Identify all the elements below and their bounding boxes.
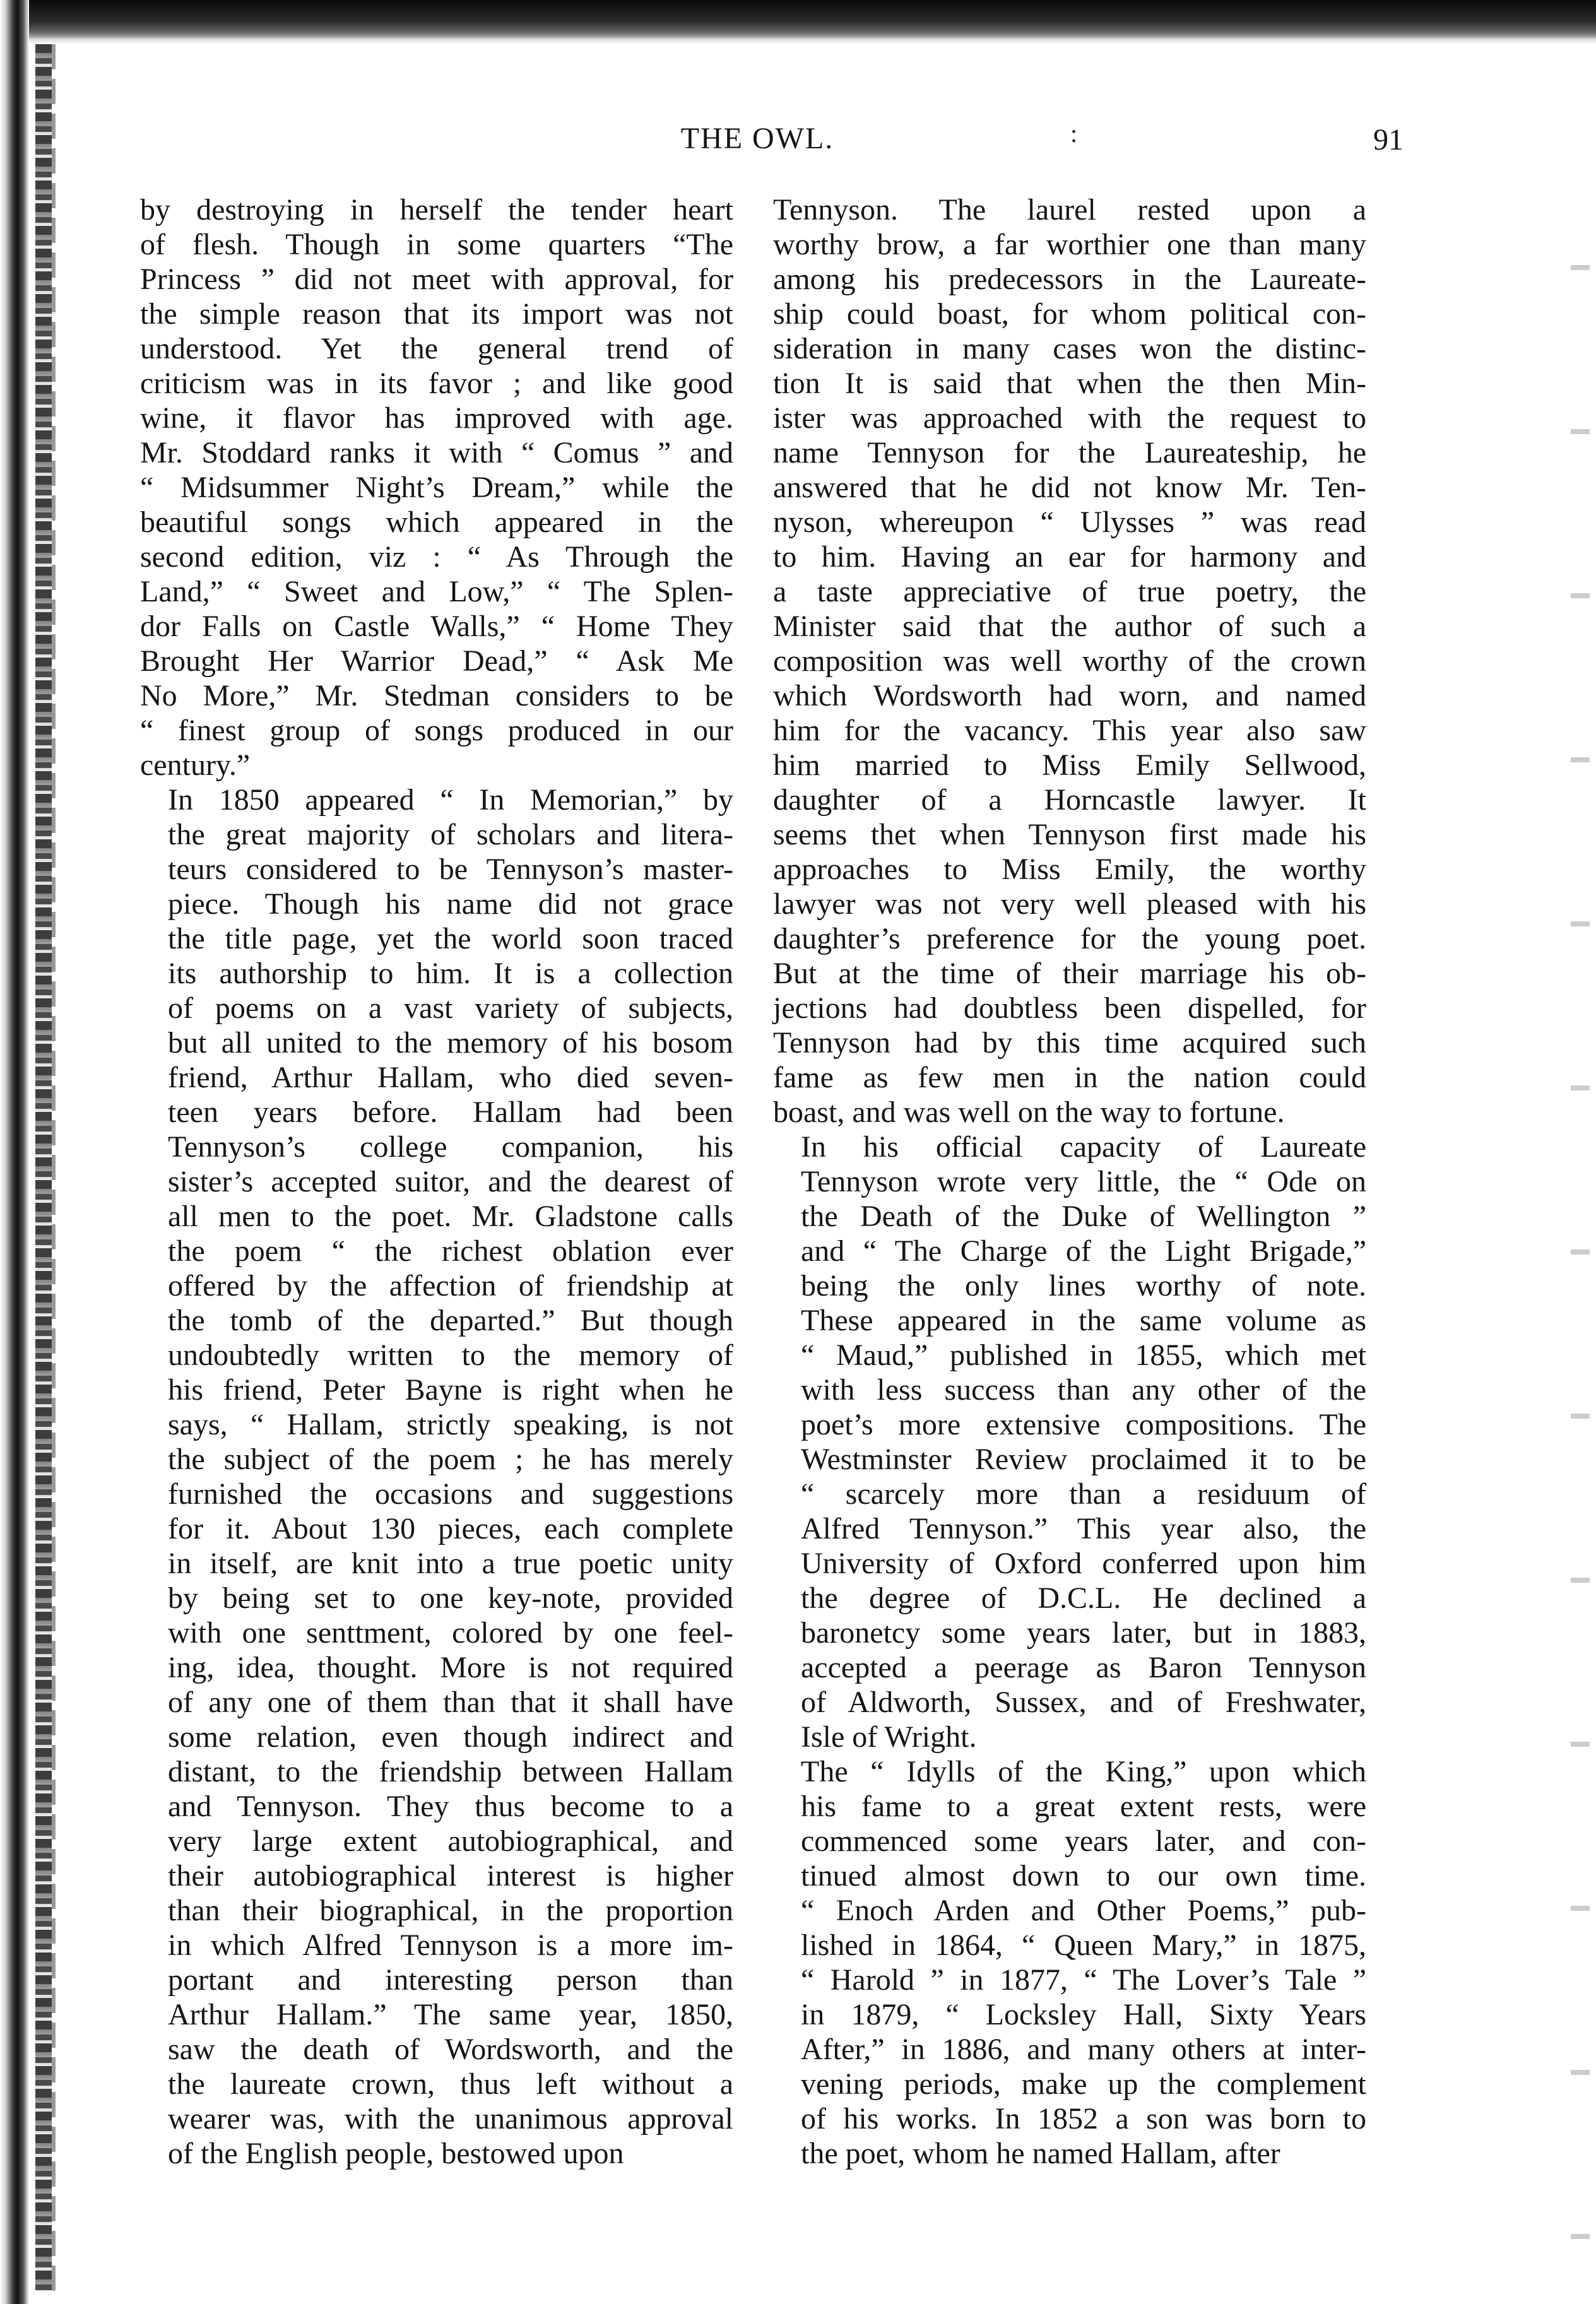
- text-line: the title page, yet the world soon traced: [168, 922, 733, 955]
- text-line: of his works. In 1852 a son was born to: [801, 2102, 1366, 2136]
- text-line: of the English people, bestowed upon: [168, 2137, 624, 2170]
- text-line: After,” in 1886, and many others at inter-: [801, 2033, 1366, 2066]
- text-line: criticism was in its favor ; and like good: [140, 367, 733, 400]
- text-line: “ Maud,” published in 1855, which met: [801, 1338, 1366, 1372]
- text-line: Minister said that the author of such a: [773, 610, 1366, 643]
- text-line: answered that he did not know Mr. Ten-: [773, 471, 1366, 504]
- text-line: fame as few men in the nation could: [773, 1061, 1366, 1094]
- text-line: with one senttment, colored by one feel-: [168, 1616, 733, 1650]
- text-line: wine, it flavor has improved with age.: [140, 401, 733, 435]
- text-line: which Wordsworth had worn, and named: [773, 679, 1366, 712]
- text-line: to him. Having an ear for harmony and: [773, 540, 1366, 574]
- binding-stitching-inner: [52, 44, 56, 2291]
- text-line: These appeared in the same volume as: [801, 1304, 1366, 1337]
- text-line: teen years before. Hallam had been: [168, 1096, 733, 1129]
- scan-top-shadow: [0, 33, 1596, 44]
- page-number: 91: [1373, 123, 1404, 157]
- paragraph: [140, 192, 733, 783]
- text-line: portant and interesting person than: [168, 1963, 733, 1997]
- text-line: tion It is said that when the then Min-: [773, 367, 1366, 400]
- text-line: “ Midsummer Night’s Dream,” while the: [140, 471, 733, 504]
- text-line: “ scarcely more than a residuum of: [801, 1477, 1366, 1511]
- text-line: the degree of D.C.L. He declined a: [801, 1581, 1366, 1615]
- text-line: “ Harold ” in 1877, “ The Lover’s Tale ”: [801, 1963, 1366, 1997]
- text-line: jections had doubtless been dispelled, for: [773, 991, 1366, 1025]
- text-line: poet’s more extensive compositions. The: [801, 1408, 1366, 1441]
- text-line: all men to the poet. Mr. Gladstone calls: [168, 1200, 733, 1233]
- text-line: Alfred Tennyson.” This year also, the: [801, 1512, 1366, 1545]
- text-line: but all united to the memory of his bosom: [168, 1026, 733, 1060]
- text-line: of poems on a vast variety of subjects,: [168, 991, 733, 1025]
- text-line: But at the time of their marriage his ob-: [773, 957, 1366, 990]
- text-line: the simple reason that its import was not: [140, 297, 733, 331]
- text-line: Tennyson’s college companion, his: [168, 1130, 733, 1164]
- right-column: [773, 192, 1366, 2171]
- text-line: wearer was, with the unanimous approval: [168, 2102, 733, 2136]
- text-line: in which Alfred Tennyson is a more im-: [168, 1929, 733, 1962]
- text-line: teurs considered to be Tennyson’s master-: [168, 853, 733, 886]
- text-line: daughter of a Horncastle lawyer. It: [773, 783, 1366, 817]
- text-line: him married to Miss Emily Sellwood,: [773, 748, 1366, 782]
- text-line: a taste appreciative of true poetry, the: [773, 575, 1366, 608]
- text-line: in itself, are knit into a true poetic unity: [168, 1547, 733, 1580]
- text-line: the poet, whom he named Hallam, after: [801, 2137, 1280, 2170]
- text-line: of Aldworth, Sussex, and of Freshwater,: [801, 1686, 1366, 1719]
- text-line: some relation, even though indirect and: [168, 1720, 733, 1754]
- text-line: ister was approached with the request to: [773, 401, 1366, 435]
- text-line: says, “ Hallam, strictly speaking, is not: [168, 1408, 733, 1441]
- text-line: by destroying in herself the tender heart: [140, 193, 733, 227]
- text-line: the laureate crown, thus left without a: [168, 2067, 733, 2101]
- text-line: sister’s accepted suitor, and the dearest of: [168, 1165, 733, 1198]
- text-line: ing, idea, thought. More is not required: [168, 1651, 733, 1684]
- text-line: him for the vacancy. This year also saw: [773, 714, 1366, 747]
- binding-edge: [0, 0, 29, 2304]
- text-line: and “ The Charge of the Light Brigade,”: [801, 1234, 1366, 1268]
- text-line: Arthur Hallam.” The same year, 1850,: [168, 1998, 733, 2031]
- text-line: for it. About 130 pieces, each complete: [168, 1512, 733, 1545]
- text-line: approaches to Miss Emily, the worthy: [773, 853, 1366, 886]
- text-line: Westminster Review proclaimed it to be: [801, 1443, 1366, 1476]
- text-line: Princess ” did not meet with approval, for: [140, 263, 733, 296]
- text-line: Brought Her Warrior Dead,” “ Ask Me: [140, 644, 733, 678]
- text-line: friend, Arthur Hallam, who died seven-: [168, 1061, 733, 1094]
- text-line: boast, and was well on the way to fortune.: [773, 1096, 1285, 1129]
- text-line: nyson, whereupon “ Ulysses ” was read: [773, 505, 1366, 539]
- text-line: lished in 1864, “ Queen Mary,” in 1875,: [801, 1929, 1366, 1962]
- text-line: composition was well worthy of the crown: [773, 644, 1366, 678]
- text-line: in 1879, “ Locksley Hall, Sixty Years: [801, 1998, 1366, 2031]
- text-line: being the only lines worthy of note.: [801, 1269, 1366, 1303]
- text-line: “ finest group of songs produced in our: [140, 714, 733, 747]
- text-line: the poem “ the richest oblation ever: [168, 1234, 733, 1268]
- text-line: daughter’s preference for the young poet.: [773, 922, 1366, 955]
- text-line: understood. Yet the general trend of: [140, 332, 733, 365]
- text-line: baronetcy some years later, but in 1883,: [801, 1616, 1366, 1650]
- text-line: “ Enoch Arden and Other Poems,” pub-: [801, 1894, 1366, 1927]
- text-line: seems thet when Tennyson first made his: [773, 818, 1366, 851]
- text-line: sideration in many cases won the distinc-: [773, 332, 1366, 365]
- text-line: accepted a peerage as Baron Tennyson: [801, 1651, 1366, 1684]
- text-line: No More,” Mr. Stedman considers to be: [140, 679, 733, 712]
- paragraph: [773, 192, 1366, 1130]
- text-line: of any one of them than that it shall have: [168, 1686, 733, 1719]
- scan-specks: [1571, 189, 1590, 2272]
- text-line: Tennyson. The laurel rested upon a: [773, 193, 1366, 227]
- text-line: his fame to a great extent rests, were: [801, 1790, 1366, 1823]
- text-line: Land,” “ Sweet and Low,” “ The Splen-: [140, 575, 733, 608]
- text-line: the great majority of scholars and litera-: [168, 818, 733, 851]
- text-line: In 1850 appeared “ In Memorian,” by: [168, 783, 733, 817]
- text-line: their autobiographical interest is higher: [168, 1859, 733, 1893]
- text-line: undoubtedly written to the memory of: [168, 1338, 733, 1372]
- text-line: Isle of Wright.: [801, 1720, 977, 1754]
- text-line: dor Falls on Castle Walls,” “ Home They: [140, 610, 733, 643]
- text-line: beautiful songs which appeared in the: [140, 505, 733, 539]
- paragraph: [773, 1754, 1366, 2171]
- text-line: the tomb of the departed.” But though: [168, 1304, 733, 1337]
- text-line: piece. Though his name did not grace: [168, 887, 733, 921]
- binding-stitching: [35, 44, 52, 2291]
- text-line: by being set to one key-note, provided: [168, 1581, 733, 1615]
- text-line: Mr. Stoddard ranks it with “ Comus ” and: [140, 436, 733, 470]
- text-line: and Tennyson. They thus become to a: [168, 1790, 733, 1823]
- text-line: ship could boast, for whom political con-: [773, 297, 1366, 331]
- text-line: offered by the affection of friendship at: [168, 1269, 733, 1303]
- text-line: saw the death of Wordsworth, and the: [168, 2033, 733, 2066]
- text-line: century.”: [140, 748, 251, 782]
- text-line: the subject of the poem ; he has merely: [168, 1443, 733, 1476]
- text-line: commenced some years later, and con-: [801, 1824, 1366, 1858]
- paragraph: [773, 1130, 1366, 1754]
- text-line: vening periods, make up the complement: [801, 2067, 1366, 2101]
- stray-mark: :: [1070, 119, 1078, 148]
- text-line: very large extent autobiographical, and: [168, 1824, 733, 1858]
- paragraph: [140, 783, 733, 2171]
- text-line: tinued almost down to our own time.: [801, 1859, 1366, 1893]
- text-line: its authorship to him. It is a collection: [168, 957, 733, 990]
- left-column: [140, 192, 733, 2171]
- text-line: the Death of the Duke of Wellington ”: [801, 1200, 1366, 1233]
- text-line: with less success than any other of the: [801, 1373, 1366, 1407]
- text-line: University of Oxford conferred upon him: [801, 1547, 1366, 1580]
- text-line: second edition, viz : “ As Through the: [140, 540, 733, 574]
- text-line: of flesh. Though in some quarters “The: [140, 228, 733, 261]
- text-line: among his predecessors in the Laureate-: [773, 263, 1366, 296]
- text-line: distant, to the friendship between Hallam: [168, 1755, 733, 1788]
- text-line: lawyer was not very well pleased with his: [773, 887, 1366, 921]
- text-line: Tennyson had by this time acquired such: [773, 1026, 1366, 1060]
- text-line: name Tennyson for the Laureateship, he: [773, 436, 1366, 470]
- text-line: furnished the occasions and suggestions: [168, 1477, 733, 1511]
- text-line: his friend, Peter Bayne is right when he: [168, 1373, 733, 1407]
- running-head: [126, 119, 1404, 163]
- text-line: In his official capacity of Laureate: [801, 1130, 1366, 1164]
- text-line: The “ Idylls of the King,” upon which: [801, 1755, 1366, 1788]
- text-line: worthy brow, a far worthier one than many: [773, 228, 1366, 261]
- journal-title: THE OWL.: [680, 122, 834, 155]
- text-line: than their biographical, in the proportion: [168, 1894, 733, 1927]
- text-line: Tennyson wrote very little, the “ Ode on: [801, 1165, 1366, 1198]
